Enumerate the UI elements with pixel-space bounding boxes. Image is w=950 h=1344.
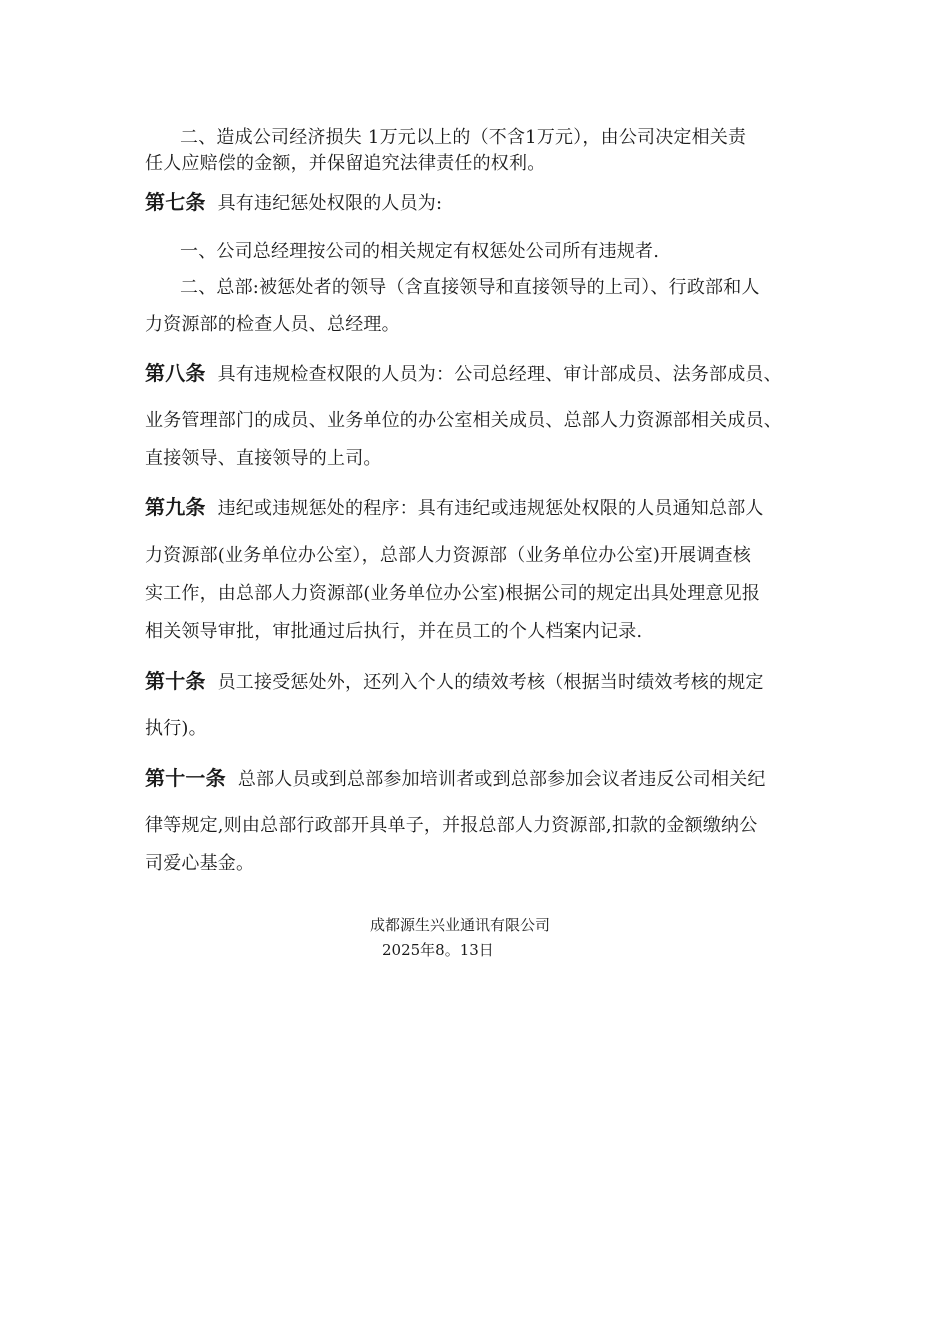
article-8-line	[145, 361, 782, 387]
article-7-line	[145, 190, 442, 216]
paragraph-line	[145, 582, 760, 606]
paragraph-line	[145, 409, 782, 433]
paragraph-line	[145, 717, 207, 741]
paragraph-line	[180, 126, 746, 150]
article-heading: 第八条	[145, 361, 206, 385]
paragraph-line	[145, 620, 642, 644]
paragraph-line	[145, 544, 751, 568]
line-text: 实工作，由总部人力资源部(业务单位办公室)根据公司的规定出具处理意见报	[145, 583, 761, 604]
line-text: 司爱心基金。	[145, 853, 255, 874]
paragraph-line	[145, 852, 254, 876]
paragraph-line	[145, 152, 545, 176]
line-text: 力资源部的检查人员、总经理。	[145, 314, 400, 335]
line-text: 直接领导、直接领导的上司。	[145, 448, 382, 469]
paragraph-line	[180, 240, 659, 264]
document-date: 2025年8。13日	[382, 941, 494, 959]
line-text: 业务管理部门的成员、业务单位的办公室相关成员、总部人力资源部相关成员、	[145, 410, 782, 431]
paragraph-line	[145, 313, 400, 337]
line-text: 违纪或违规惩处的程序：具有违纪或违规惩处权限的人员通知总部人	[217, 498, 764, 519]
line-text: 任人应赔偿的金额，并保留追究法律责任的权利。	[145, 153, 546, 174]
article-11-line	[145, 766, 766, 792]
line-text: 具有违纪惩处权限的人员为:	[217, 193, 443, 214]
article-heading: 第十条	[145, 669, 206, 693]
paragraph-line	[145, 447, 382, 471]
line-text: 二、造成公司经济损失 1万元以上的（不含1万元），由公司决定相关责	[180, 127, 747, 148]
line-text: 员工接受惩处外，还列入个人的绩效考核（根据当时绩效考核的规定	[217, 672, 764, 693]
article-heading: 第十一条	[145, 766, 226, 790]
line-text: 总部人员或到总部参加培训者或到总部参加会议者违反公司相关纪	[237, 769, 766, 790]
line-text: 力资源部(业务单位办公室），总部人力资源部（业务单位办公室)开展调查核	[145, 545, 752, 566]
line-text: 相关领导审批，审批通过后执行，并在员工的个人档案内记录.	[145, 621, 643, 642]
article-9-line	[145, 495, 764, 521]
line-text: 一、公司总经理按公司的相关规定有权惩处公司所有违规者.	[180, 241, 660, 262]
line-text: 具有违规检查权限的人员为：公司总经理、审计部成员、法务部成员、	[217, 364, 782, 385]
company-name: 成都源生兴业通讯有限公司	[370, 916, 551, 934]
article-heading: 第九条	[145, 495, 206, 519]
paragraph-line	[180, 276, 760, 300]
article-heading: 第七条	[145, 190, 206, 214]
article-10-line	[145, 669, 764, 695]
line-text: 律等规定,则由总部行政部开具单子，并报总部人力资源部,扣款的金额缴纳公	[145, 815, 758, 836]
paragraph-line	[145, 814, 757, 838]
line-text: 二、总部:被惩处者的领导（含直接领导和直接领导的上司）、行政部和人	[180, 277, 760, 298]
line-text: 执行)。	[145, 718, 207, 739]
